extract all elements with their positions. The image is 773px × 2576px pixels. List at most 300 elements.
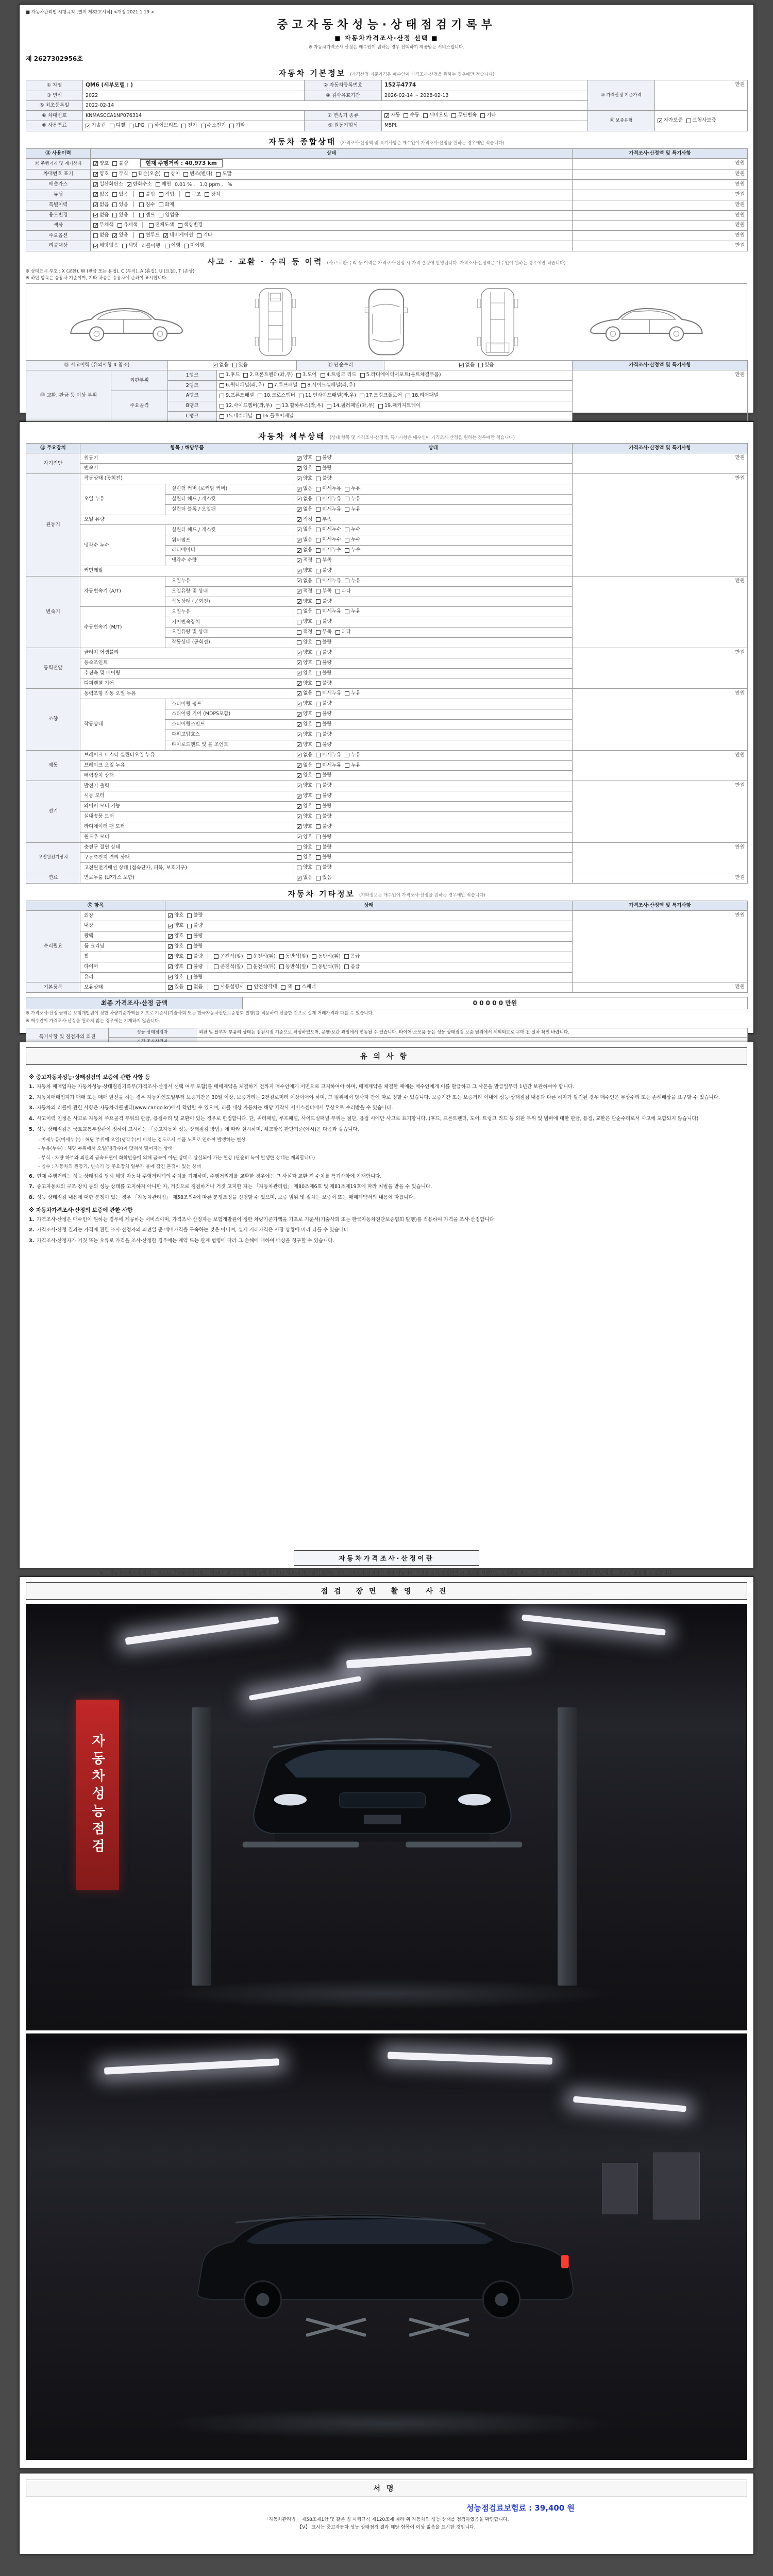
- checkbox-option[interactable]: [316, 526, 341, 533]
- checkbox-option[interactable]: [168, 974, 183, 981]
- cell-text: 만원: [735, 181, 745, 187]
- checkbox-option[interactable]: [316, 496, 341, 503]
- checkbox-option[interactable]: [316, 659, 331, 667]
- checkbox-option[interactable]: [279, 953, 308, 960]
- checkbox-option[interactable]: [316, 834, 331, 841]
- checkbox-option[interactable]: [345, 752, 360, 759]
- checkbox-option[interactable]: [159, 191, 174, 198]
- checkbox-option[interactable]: [297, 854, 312, 861]
- table-cell: [83, 111, 305, 121]
- checkbox-option[interactable]: [297, 629, 312, 636]
- checkbox-option[interactable]: [112, 201, 128, 209]
- checkbox-option[interactable]: [316, 721, 331, 728]
- unchecked-checkbox-icon: [316, 742, 321, 747]
- unchecked-checkbox-icon: [178, 223, 182, 228]
- cell-text: 배력장치 상태: [84, 772, 114, 778]
- checkbox-option[interactable]: [139, 212, 155, 219]
- checkbox-option[interactable]: [168, 922, 183, 929]
- checkbox-option[interactable]: [93, 160, 109, 167]
- checkbox-option[interactable]: [344, 963, 360, 971]
- checkbox-option[interactable]: [247, 963, 276, 971]
- checkbox-option[interactable]: [213, 362, 228, 369]
- checkbox-option[interactable]: [297, 639, 312, 646]
- checkbox-option[interactable]: [384, 112, 400, 119]
- checkbox-option[interactable]: [297, 598, 312, 605]
- table-cell: [165, 628, 294, 638]
- checkbox-option[interactable]: [296, 371, 316, 379]
- checkbox-option[interactable]: [187, 933, 203, 940]
- checkbox-option[interactable]: [316, 700, 331, 707]
- cell-text: 실린더 블록 / 오일팬: [172, 506, 216, 512]
- checkbox-option[interactable]: [297, 813, 312, 820]
- checkbox-option[interactable]: [297, 670, 312, 677]
- checkbox-option[interactable]: [159, 201, 174, 209]
- checkbox-option[interactable]: [301, 382, 355, 389]
- checkbox-option[interactable]: [112, 171, 128, 178]
- checkbox-option[interactable]: [316, 506, 341, 513]
- checkbox-option[interactable]: [316, 649, 331, 656]
- checkbox-option[interactable]: [480, 112, 496, 119]
- checkbox-option[interactable]: [404, 112, 419, 119]
- checkbox-label: 없음: [303, 578, 313, 584]
- checkbox-option[interactable]: [168, 963, 183, 971]
- ceiling-light: [573, 2096, 686, 2112]
- cell-text: 변속기: [46, 608, 60, 615]
- table-cell: [294, 494, 573, 504]
- checkbox-option[interactable]: [451, 112, 477, 119]
- unchecked-checkbox-icon: [316, 630, 321, 635]
- overall-condition-table: [26, 148, 748, 251]
- table-cell: [26, 190, 91, 200]
- document-subtitle: ■ 자동차가격조사·산정 선택 ■: [334, 35, 439, 42]
- checkbox-option[interactable]: [186, 191, 201, 198]
- table-cell: [80, 484, 165, 515]
- checkbox-option[interactable]: [112, 232, 128, 239]
- checkbox-option[interactable]: [297, 752, 312, 759]
- checkbox-option[interactable]: [316, 618, 331, 625]
- checkbox-option[interactable]: [316, 557, 331, 564]
- cell-text: 작동상태 (공회전): [84, 476, 123, 482]
- unchecked-checkbox-icon: [220, 383, 224, 388]
- checkbox-option[interactable]: [316, 803, 331, 810]
- table-cell: [80, 811, 294, 822]
- checkbox-option[interactable]: [220, 371, 240, 379]
- checkbox-option[interactable]: [112, 160, 128, 167]
- checkbox-option[interactable]: [345, 496, 360, 503]
- checkbox-option[interactable]: [112, 191, 128, 198]
- checkbox-option[interactable]: [93, 212, 109, 219]
- checkbox-option[interactable]: [316, 772, 331, 779]
- checkbox-option[interactable]: [459, 362, 475, 369]
- checked-checkbox-icon: [297, 681, 301, 686]
- table-cell: [294, 679, 573, 689]
- checkbox-option[interactable]: [168, 984, 183, 991]
- checkbox-option[interactable]: [184, 242, 205, 249]
- checkbox-option[interactable]: [297, 700, 312, 707]
- cell-text: 1.0 ppm ,: [199, 181, 223, 188]
- checkbox-option[interactable]: [165, 242, 180, 249]
- checkbox-option[interactable]: [132, 171, 161, 178]
- cell-text: B랭크: [186, 403, 199, 409]
- checkbox-option[interactable]: [276, 402, 324, 410]
- table-cell: [165, 576, 294, 586]
- checkbox-option[interactable]: [93, 222, 114, 229]
- checkbox-option[interactable]: [187, 963, 203, 971]
- cell-text: KNMASCCA1NP076314: [86, 112, 142, 118]
- checked-checkbox-icon: [297, 753, 301, 757]
- cell-text: 만원: [735, 372, 745, 378]
- cell-text: 작동상태 (공회전): [172, 639, 210, 646]
- unchecked-checkbox-icon: [268, 383, 273, 388]
- checkbox-option[interactable]: [229, 122, 245, 129]
- checkbox-option[interactable]: [168, 943, 183, 950]
- notice-item: 3. 자동차의 리콜에 관한 사항은 자동차리콜센터(www.car.go.kr)에서 확인할 수 있으며, 리콜 대상 자동차는 해당 제작사 서비스센터에서 무상으로 수리받을 수 있습니다.: [29, 1105, 393, 1111]
- checkbox-option[interactable]: [127, 181, 152, 188]
- unchecked-checkbox-icon: [335, 589, 340, 594]
- checkbox-option[interactable]: [93, 181, 123, 188]
- checkbox-label: LPG: [135, 123, 145, 129]
- checkbox-option[interactable]: [316, 516, 331, 523]
- checkbox-option[interactable]: [112, 212, 128, 219]
- cell-text: 충전구 절연 상태: [84, 844, 121, 850]
- unchecked-checkbox-icon: [232, 363, 237, 367]
- checkbox-option[interactable]: [658, 117, 683, 124]
- checkbox-option[interactable]: [297, 526, 312, 533]
- checkbox-option[interactable]: [316, 588, 331, 595]
- checkbox-option[interactable]: [220, 413, 253, 420]
- checkbox-option[interactable]: [316, 690, 341, 697]
- unchecked-checkbox-icon: [345, 487, 349, 492]
- cell-text: M5Pt: [384, 123, 397, 129]
- checkbox-label: 18.리어패널: [412, 393, 439, 399]
- ceiling-light: [388, 2052, 552, 2064]
- checkbox-option[interactable]: [316, 567, 331, 574]
- checkbox-option[interactable]: [316, 454, 331, 462]
- checkbox-option[interactable]: [345, 526, 360, 533]
- checkbox-option[interactable]: [110, 122, 125, 129]
- checkbox-option[interactable]: [316, 680, 331, 687]
- checkbox-option[interactable]: [163, 232, 193, 239]
- checkbox-option[interactable]: [178, 222, 203, 229]
- unchecked-checkbox-icon: [159, 192, 163, 197]
- checkbox-option[interactable]: [297, 659, 312, 667]
- checkbox-option[interactable]: [187, 922, 203, 929]
- unchecked-checkbox-icon: [344, 954, 349, 959]
- checkbox-option[interactable]: [297, 874, 312, 882]
- checkbox-option[interactable]: [297, 731, 312, 738]
- checkbox-option[interactable]: [205, 191, 220, 198]
- checkbox-option[interactable]: [297, 485, 312, 493]
- checkbox-option[interactable]: [686, 117, 716, 124]
- checkbox-option[interactable]: [316, 854, 331, 861]
- checkbox-option[interactable]: [297, 710, 312, 718]
- checkbox-option[interactable]: [247, 953, 276, 960]
- checkbox-label: 운전석(앞): [220, 963, 243, 970]
- checkbox-option[interactable]: [297, 567, 312, 574]
- checkbox-option[interactable]: [297, 741, 312, 749]
- checkbox-option[interactable]: [316, 475, 331, 482]
- checkbox-option[interactable]: [256, 413, 294, 420]
- checkbox-option[interactable]: [197, 232, 212, 239]
- checkbox-option[interactable]: [335, 629, 351, 636]
- checkbox-option[interactable]: [297, 823, 312, 831]
- checkbox-option[interactable]: [93, 171, 109, 178]
- checkbox-option[interactable]: [297, 465, 312, 472]
- checkbox-label: 미세누수: [322, 527, 342, 533]
- checkbox-option[interactable]: [93, 201, 109, 209]
- checkbox-label: 사용설명서: [220, 984, 244, 990]
- wall-poster: [653, 2153, 700, 2219]
- checkbox-option[interactable]: [316, 639, 331, 646]
- checkbox-option[interactable]: [297, 608, 312, 615]
- checkbox-option[interactable]: [243, 371, 293, 379]
- table-cell: [217, 391, 573, 401]
- checkbox-option[interactable]: [139, 201, 155, 209]
- checkbox-option[interactable]: [360, 371, 441, 379]
- checkbox-option[interactable]: [316, 465, 331, 472]
- checkbox-option[interactable]: [316, 608, 341, 615]
- car-diagram-frame-top-2: [473, 285, 522, 359]
- checkbox-option[interactable]: [187, 974, 203, 981]
- checkbox-option[interactable]: [168, 933, 183, 940]
- checkbox-option[interactable]: [297, 782, 312, 789]
- cell-text: 만원: [735, 783, 745, 789]
- checkbox-option[interactable]: [149, 222, 174, 229]
- checkbox-option[interactable]: [316, 864, 331, 871]
- checkbox-option[interactable]: [297, 680, 312, 687]
- checkbox-option[interactable]: [187, 943, 203, 950]
- checkbox-option[interactable]: [316, 710, 331, 718]
- checkbox-option[interactable]: [297, 618, 312, 625]
- checkbox-option[interactable]: [148, 122, 178, 129]
- checkbox-option[interactable]: [316, 782, 331, 789]
- checkbox-option[interactable]: [216, 171, 231, 178]
- checkbox-option[interactable]: [316, 762, 341, 769]
- checkbox-option[interactable]: [297, 834, 312, 841]
- checkbox-option[interactable]: [139, 191, 155, 198]
- checkbox-option[interactable]: [345, 608, 360, 615]
- cell-text: 상태: [326, 150, 337, 156]
- cell-text: 기본품목: [43, 984, 63, 990]
- checkbox-option[interactable]: [478, 362, 494, 369]
- checkbox-option[interactable]: [295, 984, 316, 991]
- checkbox-label: 없음: [303, 547, 313, 553]
- table-cell: [91, 231, 573, 241]
- checkbox-option[interactable]: [345, 506, 360, 513]
- checkbox-option[interactable]: [117, 222, 138, 229]
- checkbox-option[interactable]: [316, 598, 331, 605]
- unchecked-checkbox-icon: [297, 845, 301, 850]
- checkbox-option[interactable]: [247, 984, 277, 991]
- table-cell: [165, 484, 294, 494]
- photos-title: 점검 장면 촬영 사진: [26, 1582, 747, 1600]
- checkbox-option[interactable]: [316, 792, 331, 800]
- checkbox-option[interactable]: [168, 953, 183, 960]
- checkbox-option[interactable]: [321, 371, 357, 379]
- checkbox-option[interactable]: [258, 392, 295, 399]
- unchecked-checkbox-icon: [187, 944, 192, 949]
- checkbox-option[interactable]: [345, 547, 360, 554]
- checkbox-option[interactable]: [297, 864, 312, 871]
- checkbox-option[interactable]: [187, 984, 203, 991]
- checkbox-option[interactable]: [406, 392, 439, 399]
- checkbox-option[interactable]: [164, 171, 180, 178]
- unchecked-checkbox-icon: [316, 651, 321, 655]
- checkbox-option[interactable]: [345, 536, 360, 544]
- checkbox-option[interactable]: [168, 912, 183, 919]
- inspection-fee-value: 39,400 원: [534, 2503, 575, 2513]
- table-cell: [573, 370, 748, 421]
- checkbox-option[interactable]: [297, 516, 312, 523]
- cell-text: 자기진단: [43, 460, 63, 466]
- checkbox-option[interactable]: [316, 670, 331, 677]
- checkbox-option[interactable]: [316, 731, 331, 738]
- checkbox-option[interactable]: [316, 813, 331, 820]
- checkbox-label: 누유: [351, 762, 361, 768]
- checkbox-option[interactable]: [279, 963, 308, 971]
- checkbox-option[interactable]: [297, 506, 312, 513]
- checkbox-option[interactable]: [93, 191, 109, 198]
- checkbox-option[interactable]: [299, 392, 356, 399]
- checkbox-option[interactable]: [327, 402, 375, 410]
- unchecked-checkbox-icon: [344, 964, 349, 969]
- checkbox-label: 상이: [170, 171, 180, 177]
- table-row: [26, 360, 748, 370]
- checked-checkbox-icon: [297, 722, 301, 727]
- checkbox-option[interactable]: [345, 690, 360, 697]
- checkbox-option[interactable]: [378, 402, 421, 410]
- checkbox-option[interactable]: [297, 578, 312, 585]
- checkbox-option[interactable]: [316, 752, 341, 759]
- checkbox-option[interactable]: [297, 496, 312, 503]
- checkbox-option[interactable]: [297, 536, 312, 544]
- checkbox-option[interactable]: [312, 963, 341, 971]
- checkbox-option[interactable]: [345, 762, 360, 769]
- checkbox-option[interactable]: [214, 963, 243, 971]
- unchecked-checkbox-icon: [451, 113, 456, 118]
- table-cell: [26, 221, 91, 231]
- checkbox-option[interactable]: [335, 588, 351, 595]
- checkbox-option[interactable]: [360, 392, 402, 399]
- checkbox-option[interactable]: [297, 547, 312, 554]
- checkbox-option[interactable]: [281, 984, 292, 991]
- checkbox-option[interactable]: [297, 690, 312, 697]
- checkbox-option[interactable]: [201, 122, 226, 129]
- cell-text: 2랭크: [186, 382, 199, 388]
- table-cell: [80, 931, 165, 942]
- checkbox-option[interactable]: [214, 984, 244, 991]
- checkbox-option[interactable]: [297, 588, 312, 595]
- unchecked-checkbox-icon: [316, 671, 321, 675]
- checkbox-option[interactable]: [297, 844, 312, 851]
- checkbox-option[interactable]: [122, 242, 138, 249]
- checkbox-option[interactable]: [297, 721, 312, 728]
- checkbox-option[interactable]: [297, 454, 312, 462]
- table-cell: [573, 982, 748, 993]
- table-cell: [294, 566, 573, 576]
- table-cell: [168, 381, 217, 391]
- checkbox-option[interactable]: [297, 772, 312, 779]
- checkbox-label: 도말: [222, 171, 232, 177]
- checkbox-option[interactable]: [129, 122, 144, 129]
- checked-checkbox-icon: [112, 233, 117, 238]
- cell-text: 항목 / 해당부품: [170, 445, 204, 451]
- checkbox-option[interactable]: [220, 402, 272, 410]
- checkbox-option[interactable]: [214, 953, 243, 960]
- checkbox-option[interactable]: [345, 485, 360, 493]
- checkbox-option[interactable]: [181, 122, 197, 129]
- checkbox-option[interactable]: [183, 171, 212, 178]
- checkbox-option[interactable]: [220, 392, 254, 399]
- checkbox-label: 양호: [303, 793, 313, 799]
- checkbox-option[interactable]: [297, 792, 312, 800]
- unchecked-checkbox-icon: [159, 213, 163, 217]
- cell-text: 가격조사·산정액 및 특기사항: [629, 362, 691, 368]
- checkbox-option[interactable]: [86, 122, 106, 129]
- checkbox-option[interactable]: [297, 557, 312, 564]
- checkbox-option[interactable]: [316, 547, 341, 554]
- checkbox-option[interactable]: [316, 741, 331, 749]
- lift-post: [558, 1707, 577, 1986]
- checkbox-option[interactable]: [156, 181, 171, 188]
- checkbox-option[interactable]: [93, 232, 109, 239]
- unchecked-checkbox-icon: [187, 954, 192, 959]
- checkbox-option[interactable]: [316, 874, 331, 882]
- table-cell: [294, 535, 573, 546]
- checkbox-option[interactable]: [187, 912, 203, 919]
- table-cell: [26, 121, 83, 131]
- checkbox-option[interactable]: [187, 953, 203, 960]
- checkbox-option[interactable]: [316, 578, 341, 585]
- checkbox-option[interactable]: [268, 382, 298, 389]
- checkbox-option[interactable]: [423, 112, 448, 119]
- checkbox-option[interactable]: [345, 578, 360, 585]
- checkbox-option[interactable]: [232, 362, 248, 369]
- unchecked-checkbox-icon: [360, 394, 364, 398]
- table-cell: [573, 453, 748, 474]
- checkbox-option[interactable]: [93, 242, 119, 249]
- cell-text: 차대번호 표기: [43, 171, 74, 177]
- cell-text: 기어변속장치: [172, 619, 200, 625]
- checkbox-option[interactable]: [220, 382, 264, 389]
- checked-checkbox-icon: [297, 517, 301, 522]
- cell-text: 만원: [735, 222, 745, 228]
- unchecked-checkbox-icon: [316, 548, 321, 553]
- checkbox-option[interactable]: [297, 649, 312, 656]
- table-cell: [655, 80, 748, 111]
- checkbox-label: 불량: [322, 639, 332, 645]
- table-row: [26, 159, 748, 170]
- unchecked-checkbox-icon: [316, 620, 321, 624]
- checkbox-option[interactable]: [297, 762, 312, 769]
- checkbox-option[interactable]: [312, 953, 341, 960]
- cell-text: 윈도우 모터: [84, 834, 109, 840]
- checkbox-option[interactable]: [344, 953, 360, 960]
- checkbox-option[interactable]: [139, 232, 160, 239]
- checkbox-option[interactable]: [316, 844, 331, 851]
- checkbox-option[interactable]: [297, 475, 312, 482]
- checkbox-option[interactable]: [297, 803, 312, 810]
- checkbox-option[interactable]: [159, 212, 179, 219]
- unchecked-checkbox-icon: [112, 213, 117, 217]
- checkbox-option[interactable]: [316, 823, 331, 831]
- checkbox-option[interactable]: [316, 536, 341, 544]
- checkbox-option[interactable]: [316, 629, 331, 636]
- unchecked-checkbox-icon: [220, 394, 224, 398]
- cell-text: 워터펌프: [172, 537, 191, 543]
- table-cell: [80, 842, 294, 853]
- checkbox-option[interactable]: [316, 485, 341, 493]
